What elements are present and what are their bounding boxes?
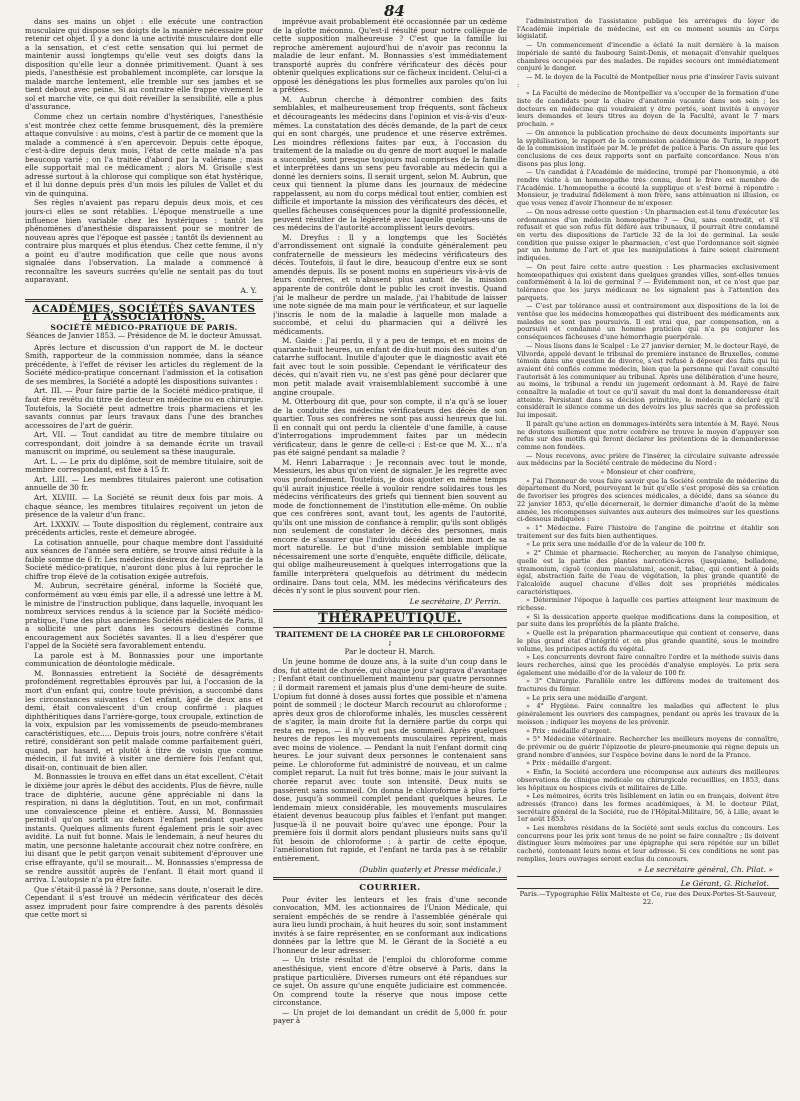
divider — [273, 877, 507, 880]
section-title: THÉRAPEUTIQUE. — [318, 611, 462, 627]
printer-imprint: Paris.—Typographie Félix Malteste et Ce, rue des Deux-Portes-St-Sauveur, 22. — [517, 888, 779, 906]
paragraph: » 2° Chimie et pharmacie. Rechercher, au moyen de l'analyse chimique, quelle est la partie des plantes narcotico-âcres (jusquiame, belladone, stramonium, ciguë (conium maculatum), aconit, tabac, qui contient à poids égal, abstraction faite de l'eau de végétation, la plus grande quantité de l'alcaloïde auquel chacune d'elles doit ses propriétés médicales caractéristiques. — [517, 549, 779, 596]
paragraph: » Les concurrents devront faire connaître l'ordre et la méthode suivis dans leurs recherches, ainsi que les procédés d'analyse employés. Le prix sera également une médaille d'or de la valeur de 100 fr. — [517, 653, 779, 677]
signature: A. Y. — [240, 285, 257, 295]
paragraph: Un jeune homme de douze ans, à la suite d'un coup dans le dos, fut atteint de chorée, qui chaque jour s'aggrava d'avantage ; l'enfant était continuellement maintenu par quatre personnes ; il dormait rarement et jamais plus d'une demi-heure de suite. L'opium fut donné à doses aussi fortes que possible et n'amena point de sommeil ; le docteur March recourut au chloroforme ; après deux gros de chloroforme inhalés, les muscles cessèrent de s'agiter, la main droite fut la dernière partie du corps qui resta en repos, — il n'y eut pas de sommeil. Après quelques heures de repos les mouvements musculaires reprirent, mais avec moins de violence. — Pendant la nuit l'enfant dormit cinq heures. Le jour suivant deux personnes le contenaient sans peine. Le chloroforme fut administré de nouveau, et un calme complet reparut. La nuit fut très bonne, mais le jour suivant la chorée reparut avec toute son intensité. Deux nuits se passèrent sans sommeil. On donna le chloroforme à plus forte dose, jusqu'à sommeil complet pendant quelques heures. Le lendemain mieux considérable, les mouvements musculaires étaient devenus beaucoup plus faibles et l'enfant put manger. Jusque-là il ne pouvait boire qu'avec une éponge. Pour la première fois il dormit alors pendant plusieurs nuits sans qu'il fût besoin de chloroforme : à partir de cette époque, l'amélioration fut rapide, et l'enfant ne tarda pas à se rétablir entièrement. — [273, 657, 507, 863]
article-author: Par le docteur H. March. — [344, 646, 436, 656]
paragraph: Art. L. — Le prix du diplôme, soit de membre titulaire, soit de membre correspondant, est fixé à 15 fr. — [25, 456, 263, 475]
paragraph: La parole est à M. Bonnassies pour une importante communication de déontologie médicale. — [25, 650, 263, 669]
society-name: SOCIÉTÉ MÉDICO-PRATIQUE DE PARIS. — [50, 322, 238, 332]
paragraph: Ses règles n'avaient pas reparu depuis deux mois, et ces jours-ci elles se sont rétablies. L'époque menstruelle a une influence bien variable chez les hystériques : tantôt les phénomènes d'anesthésie disparaissent pour se montrer de nouveau après que l'époque est passée ; tantôt ils deviennent au contraire plus marqués et plus étendus. Chez cette femme, il n'y a point eu d'autre modification que celle que nous avons signalée dans l'observation. La malade a commencé à reconnaître les saveurs sucrées qu'elle ne sentait pas du tout auparavant. — [25, 198, 263, 285]
paragraph: M. Gaide : J'ai perdu, il y a peu de temps, et en moins de quarante-huit heures, un enfant de dix-huit mois des suites d'un catarrhe suffocant. Inutile d'ajouter que le diagnostic avait été fait avec tout le soin possible. Cependant le vérificateur des décès, qui n'avait rien vu, ne s'est pas gêné pour déclarer que mon petit malade avait vraisemblablement succombé à une angine croupale. — [273, 336, 507, 397]
paragraph: — C'est par tolérance aussi et contrairement aux dispositions de la loi de ventôse que les médecins homœopathes qui distribuent des médicaments aux malades ne sont pas poursuivis. Il est vrai que, par compensation, on a poursuivi et condamné un homme praticien qui n'a pu conjurer les conséquences fâcheuses d'une hémorrhagie puerpérale. — [517, 302, 779, 342]
paragraph: Art. LXXXIV. — Toute disposition du règlement, contraire aux précédents articles, reste et demeure abrogée. — [25, 519, 263, 538]
source-citation — [273, 866, 501, 875]
section-title: ACADÉMIES, SOCIÉTÉS SAVANTES ET ASSOCIATIONS. — [32, 302, 256, 324]
paragraph: — Un candidat à l'Académie de médecine, trompé par l'homonymie, a été rendre visite à un homœopathe très connu, dont le frère est membre de l'Académie. L'homœopathe a écouté la supplique et s'est borné à répondre : Monsieur, je traduirai fidèlement à mon frère, sans atténuation ni illusion, ce que vous venez d'avoir l'honneur de m'exposer. — [517, 168, 779, 208]
paragraph: » J'ai l'honneur de vous faire savoir que la Société centrale de médecine du département du Nord, pourvoyant le but qu'elle s'est proposé dès sa création de favoriser les progrès des sciences médicales, a décidé, dans sa séance du 22 janvier 1853, qu'elle décernerait, le dernier dimanche d'août de la même année, les récompenses suivantes aux auteurs des mémoires sur les questions ci-dessous indiquées : — [517, 476, 779, 524]
paragraph: M. Aubrun cherche à démontrer combien des faits semblables, et malheureusement trop fréquents, sont fâcheux et décourageants les médecins dans l'opinion et vis-à-vis d'eux-mêmes. La constatation des décès demande, de la part de ceux qui en sont chargés, une prudence et une réserve extrêmes. Les moindres réflexions faites par eux, à l'occasion du traitement de la maladie ou du genre de mort auquel le malade a succombé, sont presque toujours mal comprises de la famille et interprétées dans un sens peu favorable au médecin qui a donné les derniers soins. Il serait urgent, selon M. Aubrun, que ceux qui tiennent la plume dans les journaux de médecine rappelassent, au nom du corps médical tout entier, combien est difficile et importante la mission des vérificateurs des décès, et quelles fâcheuses conséquences pour la dignité professionnelle, peuvent résulter de la légèreté avec laquelle quelques-uns de ces médecins de l'autorité accomplissent leurs devoirs. — [273, 94, 507, 233]
paragraph: » Enfin, la Société accordera une récompense aux auteurs des meilleures observations de clinique médicale ou chirurgicale recueillies, en 1853, dans les hôpitaux ou hospices civils et militaires de Lille. — [517, 768, 779, 792]
divider — [273, 627, 507, 628]
divider — [517, 876, 779, 877]
paragraph: — Un commencement d'incendie a éclaté la nuit dernière à la maison impériale de santé du faubourg Saint-Denis, et menaçait d'envahir quelques chambres occupées par des malades. De rapides secours ont immédiatement conjuré le danger. — [517, 41, 779, 73]
signature — [273, 598, 501, 607]
paragraph: Après lecture et discussion d'un rapport de M. le docteur Smith, rapporteur de la commission nommée, dans la séance précédente, à l'effet de réviser les articles du règlement de la Société médico-pratique concernant l'admission et la cotisation de ses membres, la Société a adopté les dispositions suivantes : — [25, 342, 263, 386]
paragraph: » Les membres résidans de la Société sont seuls exclus du concours. Les concurrens pour les prix sont tenus de ne point se faire connaître ; ils doivent distinguer leurs mémoires par une épigraphe qui sera répétée sur un billet cacheté, contenant leurs noms et leur adresse. Si ces conditions ne sont pas remplies, leurs ouvrages seront exclus du concours. — [517, 824, 779, 863]
paragraph: imprévue avait probablement été occasionnée par un œdème de la glotte méconnu. Qu'est-il résulté pour notre collègue de cette supposition malheureuse ? C'est que la famille lui reproche amèrement aujourd'hui de n'avoir pas reconnu la maladie de leur enfant. M. Bonnassies s'est immédiatement transporté auprès du confrère vérificateur des décès pour obtenir quelques explications sur ce fâcheux incident. Celui-ci a opposé les dénégations les plus formelles aux paroles qu'on lui a prêtées. — [273, 18, 507, 95]
paragraph: » Le prix sera une médaille d'argent. — [526, 693, 648, 702]
paragraph: » 1° Médecine. Faire l'histoire de l'angine de poitrine et établir son traitement sur des faits bien authentiques. — [517, 524, 779, 540]
paragraph: l'administration de l'assistance publique les arrérages du loyer de l'Académie impériale de médecine, est en ce moment soumis au Corps législatif. — [517, 18, 779, 41]
paragraph: — Nous lisons dans le Scalpel : Le 27 janvier dernier, M. le docteur Rayé, de Vilvorde, appelé devant le tribunal de première instance de Bruxelles, comme témoin dans une question de divorce, s'est refusé à déposer des faits qui lui avaient été confiés comme médecin, bien que la personne qui l'avait consulté l'autorisât à les communiquer au tribunal. Après une délibération d'une heure, au moins, le tribunal a rendu un jugement ordonnant à M. Rayé de faire connaître la maladie et tout ce qu'il savait du mal dont la demanderesse était atteinte. Persistant dans sa décision primitive, le médecin a déclaré qu'il considérait le silence comme un des devoirs les plus sacrés que sa profession lui imposait. — [517, 341, 779, 420]
manager-signature: Le Gérant, G. Richelot. — [680, 879, 769, 889]
paragraph: » Déterminer l'époque à laquelle ces parties atteignent leur maximum de richesse. — [517, 596, 779, 613]
section-title-courrier: COURRIER. — [359, 883, 421, 894]
paragraph: — Nous recevons, avec prière de l'insérer, la circulaire suivante adressée aux médecins par la Société centrale de médecine du Nord : — [517, 451, 779, 468]
paragraph: Il paraît qu'une action en dommages-intérêts sera intentée à M. Rayé. Nous ne doutons nullement que notre confrère ne trouve le moyen d'appuyer son refus sur des motifs qui feront déclarer les prétentions de la demanderesse comme non fondées. — [517, 419, 779, 451]
column-middle — [273, 18, 507, 1088]
paragraph: — Un projet de loi demandant un crédit de 5,000 fr. pour payer à — [273, 1007, 507, 1026]
paragraph: — On nous adresse cette question : Un pharmacien est-il tenu d'exécuter les ordonnances d'un médecin homœopathe ? — Oui, sans contredit, et s'il refusait et que son refus fût déféré aux tribunaux, il pourrait être condamné en vertu des dispositions de l'article 32 de la loi de germinal. La seule condition que puisse exiger le pharmacien, c'est que l'ordonnance soit signée par un homme de l'art et que les manipulations à faire soient clairement indiquées. — [517, 207, 779, 263]
column-left — [25, 18, 263, 1088]
source-text: (Dublin quaterly et Presse médicale.) — [359, 864, 501, 874]
paragraph: M. Bonnassies le trouva en effet dans un état excellent. C'était le dixième jour après le début des accidents. Plus de fièvre, nulle trace de diphtérie, aucune gêne appréciable ni dans la respiration, ni dans la déglutition. Tout, en un mot, confirmait une convalescence pleine et entière. Aussi, M. Bonnassies permit-il qu'on sortît au dehors l'enfant pendant quelques instants. Quelques aliments furent également pris le soir avec avidité. La nuit fut bonne. Mais le lendemain, à neuf heures du matin, une personne haletante accourait chez notre confrère, en lui disant que le petit garçon venait subitement d'éprouver une crise effrayante, qu'il se mourait... M. Bonnassies s'empressa de se rendre aussitôt auprès de l'enfant. Il était mort quand il arriva. L'autopsie n'a pu être faite. — [25, 772, 263, 885]
paragraph: Art. LIII. — Les membres titulaires paieront une cotisation annuelle de 30 fr. — [25, 474, 263, 493]
secretary-signature: Le secrétaire, D' Perrin. — [409, 596, 501, 606]
paragraph: M. Bonnassies entretient la Société de désagréments profondément regrettables éprouvés par lui, à l'occasion de la mort d'un enfant qui, contre toute prévision, a succombé dans les circonstances suivantes : Cet enfant, âgé de deux ans et demi, était convalescent d'un croup confirmé : plaques diphthéritiques dans l'arrière-gorge, toux croupale, extinction de la voix, expulsion par les vomissements de pseudo-membranes caractéristiques, etc..... Depuis trois jours, notre confrère s'était retiré, considérant son petit malade comme parfaitement guéri, quand, par hasard, et plutôt à titre de voisin que comme médecin, il fut invité à visiter une dernière fois l'enfant qui, disait-on, continuait de bien aller. — [25, 668, 263, 772]
session-info: Séances de Janvier 1853. — Présidence de M. le docteur Amussat. — [25, 332, 262, 341]
paragraph: — M. le doyen de la Faculté de Montpellier nous prie d'insérer l'avis suivant : — [517, 72, 779, 89]
salutation: « Monsieur et cher confrère, — [600, 468, 696, 477]
signature — [517, 866, 773, 874]
paragraph: M. Aubrun, secrétaire général, informe la Société que, conformément au vœu émis par elle, il a adressé une lettre à M. le ministre de l'instruction publique, dans laquelle, invoquant les nombreux services rendus à la science par la Société médico-pratique, l'une des plus anciennes Sociétés médicales de Paris, il a sollicité une part dans les secours destinés comme encouragement aux Sociétés savantes. Il a lieu d'espérer que l'appel de la Société sera favorablement entendu. — [25, 581, 263, 651]
paragraph: Art. III. — Pour faire partie de la Société médico-pratique, il faut être revêtu du titre de docteur en médecine ou en chirurgie. Toutefois, la Société peut admettre trois pharmaciens et les savants connus par leurs travaux dans l'une des branches accessoires de l'art de guérir. — [25, 386, 263, 430]
paragraph: » Le prix sera une médaille d'or de la valeur de 100 fr. — [526, 540, 706, 549]
paragraph: Comme chez un certain nombre d'hystériques, l'anesthésie s'est montrée chez cette femme brusquement, dès la première attaque convulsive : au moins, c'est à partir de ce moment que la malade a commencé à s'en apercevoir. Depuis cette époque, c'est-à-dire depuis deux mois, l'état de cette malade n'a pas beaucoup varié ; on l'a traitée d'abord par la valériane ; mais elle supportait mal ce médicament ; alors M. Grisolle s'est adressé surtout à la chlorose qui complique son état hystérique, et il lui donne depuis près d'un mois les pilules de Vallet et du vin de quinquina. — [25, 112, 263, 198]
paragraph: M. Henri Labarraque : Je reconnais avec tout le monde, Messieurs, les abus qu'on vient de signaler. Je les regrette avec vous profondément. Toutefois, je dois ajouter en même temps qu'il aurait injustice réelle à vouloir rendre solidaires tous les médecins vérificateurs des griefs qui tiennent bien souvent au mode de fonctionnement de l'institution elle-même. On oublie que ces confrères sont, avant tout, les agents de l'autorité, qu'ils ont une mission de confiance à remplir, qu'ils sont obligés non seulement de constater le décès des personnes, mais encore de s'assurer que l'individu décédé est bien mort de sa mort naturelle. Le but d'une mission semblable implique nécessairement une sorte d'enquête, enquête difficile, délicate, qui oblige malheureusement à quelques interrogations que la famille interprètera quelquefois au détriment du médecin ordinaire. Dans tout cela, MM. les médecins vérificateurs des décès n'y sont le plus souvent pour rien. — [273, 457, 507, 596]
paragraph: Pour éviter les lenteurs et les frais d'une seconde convocation, MM. les actionnaires de l'Union Médicale, qui seraient empêchés de se rendre à l'assemblée générale qui aura lieu lundi prochain, à huit heures du soir, sont instamment invités à se faire représenter, en se conformant aux indications données par la lettre que M. le Gérant de la Société a eu l'honneur de leur adresser. — [273, 894, 507, 955]
paragraph: » Prix : médaille d'argent. — [526, 726, 612, 735]
paragraph: M. Dreyfus : Il y a longtemps que les Sociétés d'arrondissement ont signalé la conduite généralement peu confraternelle de messieurs les médecins vérificateurs des décès. Toutefois, il faut le dire, beaucoup d'entre eux se sont amendés depuis. Ils se posent moins en supérieurs vis-à-vis de leurs confrères, et n'abusent plus autant de la mission apparente de contrôle dont le public les croit investis. Quand j'ai le malheur de perdre un malade, j'ai l'habitude de laisser une note signée de ma main pour le vérificateur, et sur laquelle j'inscris le nom de la maladie à laquelle mon malade a succombé, et celui du pharmacien qui a délivré les médicaments. — [273, 232, 507, 336]
paragraph: » 5° Médecine vétérinaire. Rechercher les meilleurs moyens de connaître, de prévenir ou de guérir l'épizootie de pleuro-pneumonie qui règne depuis un grand nombre d'années, sur l'espèce bovine dans le nord de la France. — [517, 735, 779, 759]
paragraph: » Quelle est la préparation pharmaceutique qui contient et conserve, dans le plus grand état d'intégrité et en plus grande quantité, sous le moindre volume, les principes actifs du végétal. — [517, 629, 779, 653]
page-number: 84 — [384, 2, 405, 20]
paragraph: » 4° Hygiène. Faire connaître les maladies qui affectent le plus généralement les ouvriers des campagnes, pendant ou après les travaux de la moisson ; indiquer les moyens de les prévenir. — [517, 702, 779, 726]
paragraph: » Si la dessication apporte quelque modifications dans la composition, et par suite dans les propriétés de la plante fraîche. — [517, 612, 779, 629]
column-right — [517, 18, 779, 1088]
paragraph: — On annonce la publication prochaine de deux documents importants sur la syphilisation, le rapport de la commission académique de Turin, le rapport de la commission instituée par M. le préfet de police à Paris. On assure que les conclusions de ces deux rapports sont en parfaite concordance. Nous n'en disons pas plus long. — [517, 128, 779, 168]
paragraph: — Un triste résultat de l'emploi du chloroforme comme anesthésique, vient encore d'être observé à Paris, dans la pratique particulière. Diverses rumeurs ont été répandues sur ce sujet. On assure qu'une enquête judiciaire est commencée. On comprend toute la réserve que nous impose cette circonstance. — [273, 955, 507, 1008]
paragraph: » 3° Chirurgie. Parallèle entre les différens modes de traitement des fractures du fémur. — [517, 677, 779, 694]
paragraph: — On peut faire cette autre question : Les pharmacies exclusivement homœopathiques qui existent dans quelques grandes villes, sont-elles tenues conformément à la loi de germinal ? — Évidemment non, et ce n'est que par tolérance que les jurys médicaux ne les signalent pas à l'attention des parquets. — [517, 262, 779, 302]
paragraph: Art. VII. — Tout candidat au titre de membre titulaire ou correspondant, doit joindre à sa demande écrite un travail manuscrit ou imprimé, ou seulement sa thèse inaugurale. — [25, 430, 263, 457]
paragraph: dans ses mains un objet : elle exécute une contraction musculaire qui dispose ses doigts de la manière nécessaire pour retenir cet objet. Il y a donc là une activité musculaire dont elle a la sensation, et c'est cette sensation qui lui permet de maintenir aussi longtemps qu'elle veut ses doigts dans la disposition qu'elle leur a donnée primitivement. Quant à ses pieds, l'anesthésie est probablement incomplète, car lorsque la malade marche lentement, elle tremble sur ses jambes et se tient debout avec peine. Si au contraire elle frappe vivement le sol et marche vite, ce qui doit réveiller la sensibilité, elle a plus d'assurance. — [25, 18, 263, 112]
divider — [25, 299, 263, 302]
paragraph: » Prix : médaille d'argent. — [526, 759, 612, 768]
paragraph: M. Otterbourg dit que, pour son compte, il n'a qu'à se louer de la conduite des médecins vérificateurs des décès de son quartier. Tous ses confrères ne sont pas aussi heureux que lui. Il en connaît qui ont perdu la clientèle d'une famille, à cause d'interrogations imprudemment faites par un médecin vérificateur, dans le genre de celle-ci : Est-ce que M. X... n'a pas été saigné pendant sa maladie ? — [273, 397, 507, 458]
paragraph: Que s'était-il passé là ? Personne, sans doute, n'oserait le dire. Cependant il s'est trouvé un médecin vérificateur des décès assez imprudent pour faire comprendre à des parents désolés que cette mort si — [25, 884, 263, 920]
paragraph: » Les mémoires, écrits très lisiblement en latin ou en français, doivent être adressés (franco) dans les formes académiques, à M. le docteur Pilat, secrétaire général de la Société, rue de l'Hôpital-Militaire, 56, à Lille, avant le 1er août 1853. — [517, 792, 779, 824]
paragraph: La cotisation annuelle, pour chaque membre dont l'assiduité aux séances de l'année sera entière, se trouve ainsi réduite à la faible somme de 6 fr. Les médecins désireux de faire partie de la Société médico-pratique, n'auront donc plus à lui reprocher le chiffre trop élevé de la cotisation exigée autrefois. — [25, 537, 263, 581]
paragraph: Art. XLVIII. — La Société se réunit deux fois par mois. A chaque séance, les membres titulaires reçoivent un jeton de présence de la valeur d'un franc. — [25, 492, 263, 520]
secretary-general-signature: » Le secrétaire général, Ch. Pilat. » — [637, 864, 773, 874]
article-title: TRAITEMENT DE LA CHORÉE PAR LE CHLOROFORME ; — [275, 629, 505, 648]
paragraph: « La Faculté de médecine de Montpellier va s'occuper de la formation d'une liste de candidats pour la chaire d'anatomie vacante dans son sein ; les docteurs en médecine qui voudraient y être portés, sont invités à envoyer leurs demandes et leurs titres au doyen de la Faculté, avant le 7 mars prochain. » — [517, 89, 779, 129]
